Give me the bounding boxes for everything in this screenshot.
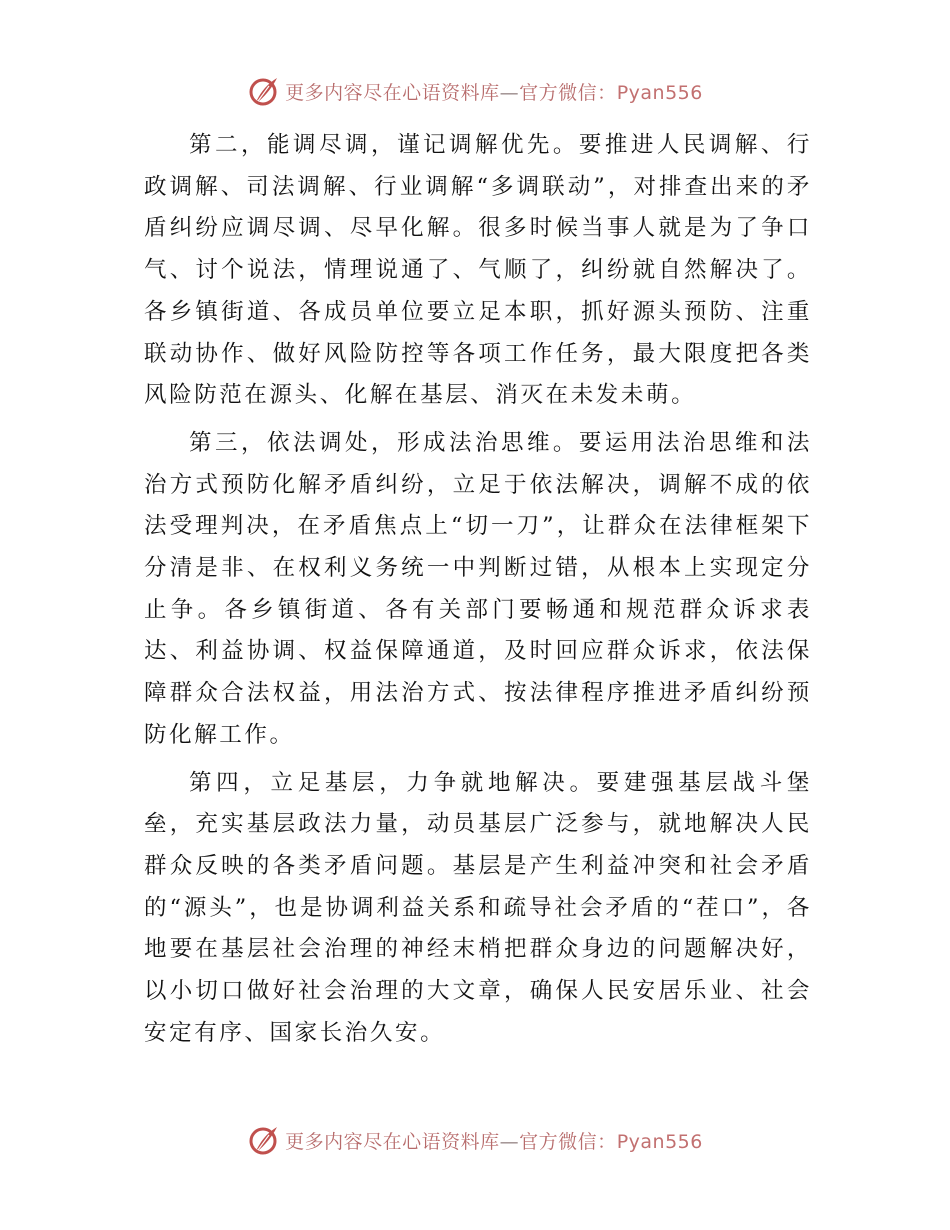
header-watermark — [0, 71, 950, 111]
document-body — [144, 125, 812, 1060]
paragraph-third: 第三，依法调处，形成法治思维。要运用法治思维和法治方式预防化解矛盾纠纷，立足于依法解决，调解不成的依法受理判决，在矛盾焦点上“切一刀”，让群众在法律框架下分清是非、在权利义务统一中判断过错，从根本上实现定分止争。各乡镇街道、各有关部门要畅通和规范群众诉求表达、利益协调、权益保障通道，及时回应群众诉求，依法保障群众合法权益，用法治方式、按法律程序推进矛盾纠纷预防化解工作。 — [144, 429, 812, 748]
footer-watermark — [0, 1120, 950, 1160]
watermark-text: 更多内容尽在心语资料库—官方微信：Pyan556 — [285, 1130, 703, 1153]
watermark-text: 更多内容尽在心语资料库—官方微信：Pyan556 — [285, 81, 703, 104]
feather-pen-logo-icon — [247, 74, 281, 108]
paragraph-fourth: 第四，立足基层，力争就地解决。要建强基层战斗堡垒，充实基层政法力量，动员基层广泛参与，就地解决人民群众反映的各类矛盾问题。基层是产生利益冲突和社会矛盾的“源头”，也是协调利益关系和疏导社会矛盾的“茬口”，各地要在基层社会治理的神经末梢把群众身边的问题解决好，以小切口做好社会治理的大文章，确保人民安居乐业、社会安定有序、国家长治久安。 — [144, 769, 812, 1046]
paragraph-second: 第二，能调尽调，谨记调解优先。要推进人民调解、行政调解、司法调解、行业调解“多调联动”，对排查出来的矛盾纠纷应调尽调、尽早化解。很多时候当事人就是为了争口气、讨个说法，情理说通了、气顺了，纠纷就自然解决了。各乡镇街道、各成员单位要立足本职，抓好源头预防、注重联动协作、做好风险防控等各项工作任务，最大限度把各类风险防范在源头、化解在基层、消灭在未发未萌。 — [144, 132, 812, 409]
feather-pen-logo-icon — [247, 1123, 281, 1157]
